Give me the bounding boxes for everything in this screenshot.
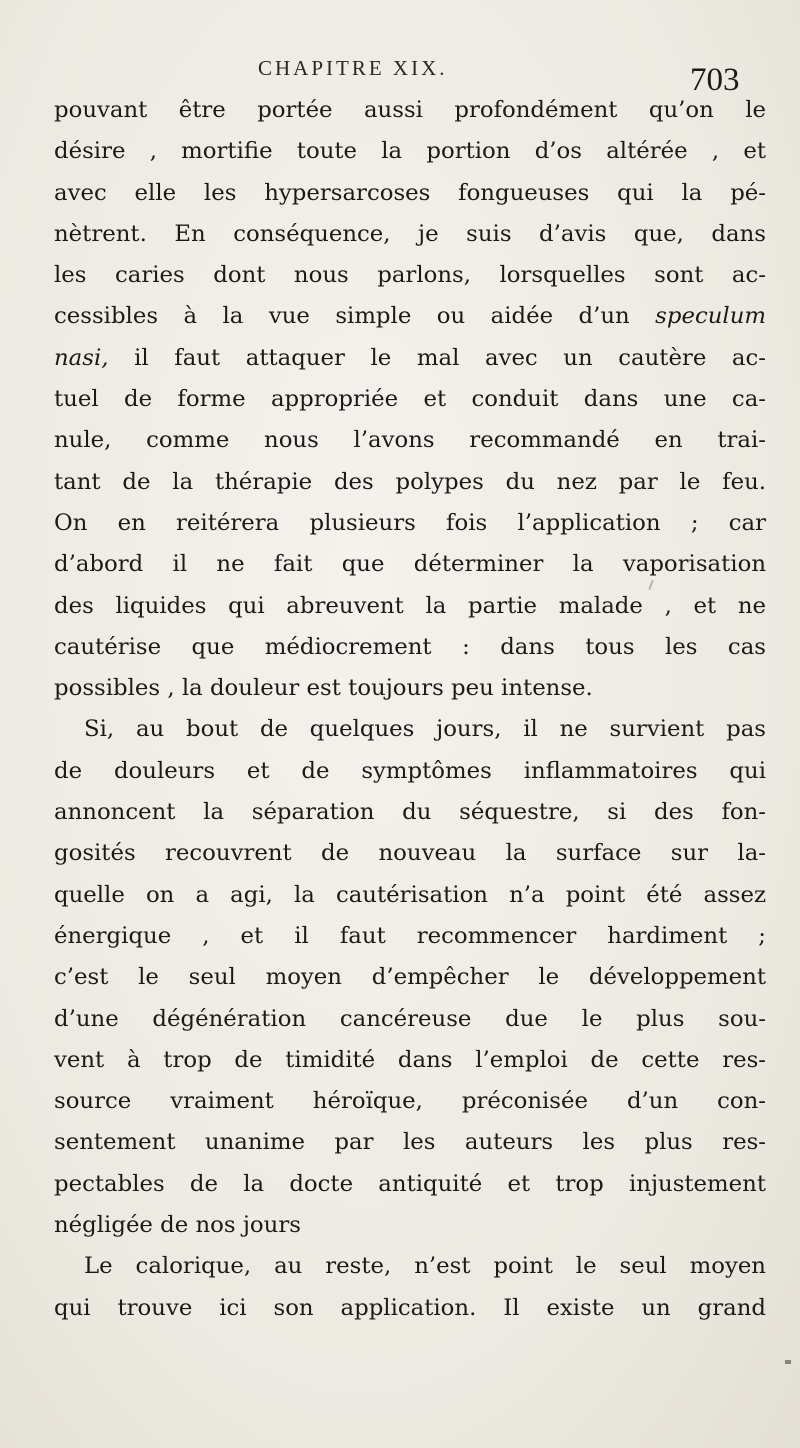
- text-line: énergique , et il faut recommencer hardiment ;: [54, 922, 766, 949]
- text-line: quelle on a agi, la cautérisation n’a point été assez: [54, 881, 766, 908]
- page-number: 703: [690, 62, 740, 98]
- text-line: nètrent. En conséquence, je suis d’avis que, dans: [54, 220, 766, 247]
- text-line: de douleurs et de symptômes inflammatoires qui: [54, 757, 766, 784]
- text-line: désire , mortifie toute la portion d’os altérée , et: [54, 138, 766, 165]
- text-line: On en reitérera plusieurs fois l’application ; car: [54, 509, 766, 536]
- text-line: qui trouve ici son application. Il existe un grand: [54, 1294, 766, 1321]
- text-line: pectables de la docte antiquité et trop injustement: [54, 1170, 766, 1197]
- latin-term: speculum: [655, 303, 766, 330]
- text-line: d’une dégénération cancéreuse due le plus sou-: [54, 1005, 766, 1032]
- text-line: c’est le seul moyen d’empêcher le développement: [54, 964, 766, 991]
- text-line: avec elle les hypersarcoses fongueuses qui la pé-: [54, 179, 766, 206]
- text-line: annoncent la séparation du séquestre, si des fon-: [54, 799, 766, 826]
- text-line: tant de la thérapie des polypes du nez par le feu.: [54, 468, 766, 495]
- text-segment: il faut attaquer le mal avec un cautère ac-: [134, 344, 766, 371]
- text-line: les caries dont nous parlons, lorsquelles sont ac-: [54, 262, 766, 289]
- text-segment: cessibles à la vue simple ou aidée d’un: [54, 303, 630, 330]
- text-line: négligée de nos jours: [54, 1212, 301, 1239]
- text-line: vent à trop de timidité dans l’emploi de cette res-: [54, 1046, 766, 1073]
- text-line: d’abord il ne fait que déterminer la vaporisation: [54, 551, 766, 578]
- text-line: des liquides qui abreuvent la partie malade , et ne: [54, 592, 766, 619]
- body-text: [54, 90, 766, 1329]
- running-head: [0, 52, 800, 98]
- text-line: tuel de forme appropriée et conduit dans une ca-: [54, 386, 766, 413]
- text-line: pouvant être portée aussi profondément qu’on le: [54, 97, 766, 123]
- text-line: sentement unanime par les auteurs les plus res-: [54, 1129, 766, 1156]
- latin-term: nasi,: [54, 344, 109, 371]
- text-line: source vraiment héroïque, préconisée d’un con-: [54, 1088, 766, 1115]
- text-line: [54, 338, 766, 379]
- text-line: [54, 296, 766, 337]
- chapter-title: CHAPITRE XIX.: [258, 56, 448, 80]
- scan-speck: [785, 1360, 791, 1364]
- text-line: possibles , la douleur est toujours peu intense.: [54, 675, 593, 702]
- text-line: nule, comme nous l’avons recommandé en trai-: [54, 427, 766, 454]
- text-line: cautérise que médiocrement : dans tous les cas: [54, 633, 766, 660]
- text-line: Si, au bout de quelques jours, il ne survient pas: [84, 716, 766, 743]
- text-line: gosités recouvrent de nouveau la surface sur la-: [54, 840, 766, 867]
- text-line: Le calorique, au reste, n’est point le seul moyen: [84, 1253, 766, 1280]
